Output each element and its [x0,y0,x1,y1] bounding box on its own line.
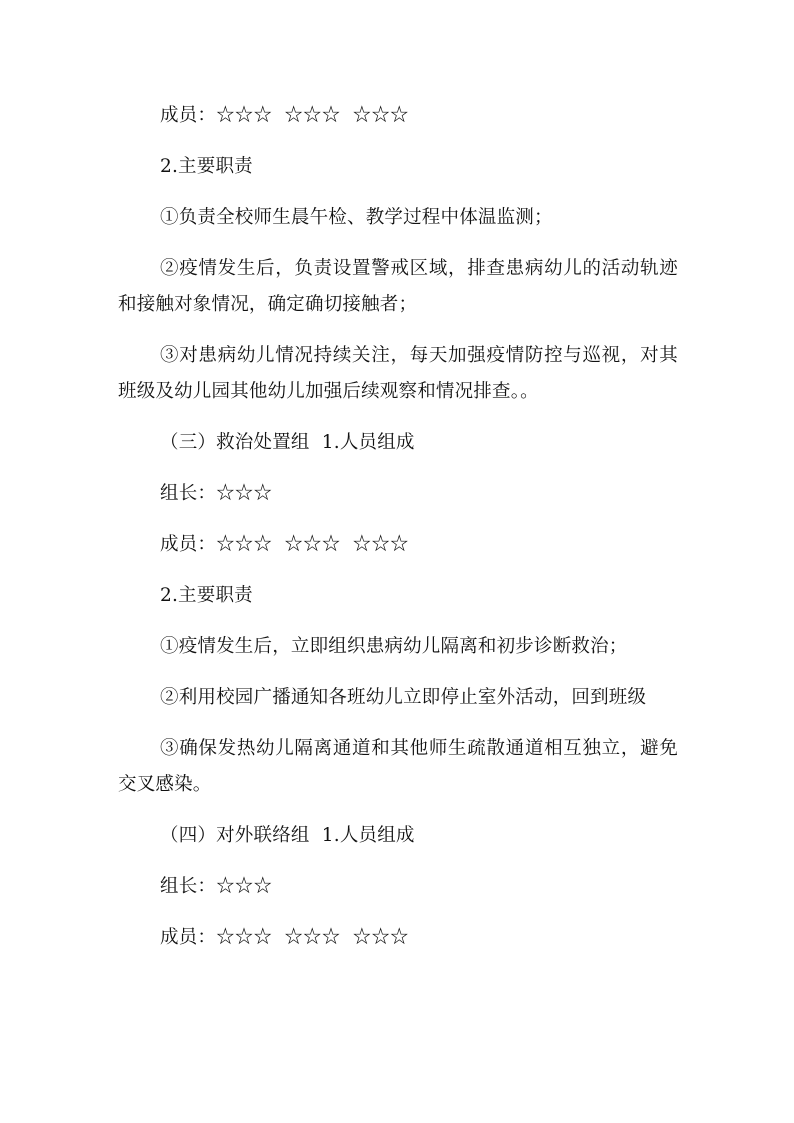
duty-item: ①负责全校师生晨午检、教学过程中体温监测； [160,207,553,228]
members-line: 成员：☆☆☆ ☆☆☆ ☆☆☆ [160,534,409,555]
document-body [118,98,678,971]
duty-item: ③对患病幼儿情况持续关注，每天加强疫情防控与巡视，对其班级及幼儿园其他幼儿加强后续观察和情况排查。。 [118,345,678,402]
members-line: 成员：☆☆☆ ☆☆☆ ☆☆☆ [160,105,409,126]
section-heading: 2.主要职责 [160,156,253,177]
group-heading: （三）救治处置组 1.人员组成 [160,432,415,453]
section-heading: 2.主要职责 [160,585,253,606]
duty-item: ②疫情发生后，负责设置警戒区域，排查患病幼儿的活动轨迹和接触对象情况，确定确切接触者； [118,258,678,315]
duty-item: ①疫情发生后，立即组织患病幼儿隔离和初步诊断救治； [160,636,628,657]
duty-item: ②利用校园广播通知各班幼儿立即停止室外活动，回到班级 [160,687,647,708]
members-line: 成员：☆☆☆ ☆☆☆ ☆☆☆ [160,927,409,948]
leader-line: 组长：☆☆☆ [160,876,273,897]
duty-item: ③确保发热幼儿隔离通道和其他师生疏散通道相互独立，避免交叉感染。 [118,738,678,795]
leader-line: 组长：☆☆☆ [160,483,273,504]
group-heading: （四）对外联络组 1.人员组成 [160,825,415,846]
